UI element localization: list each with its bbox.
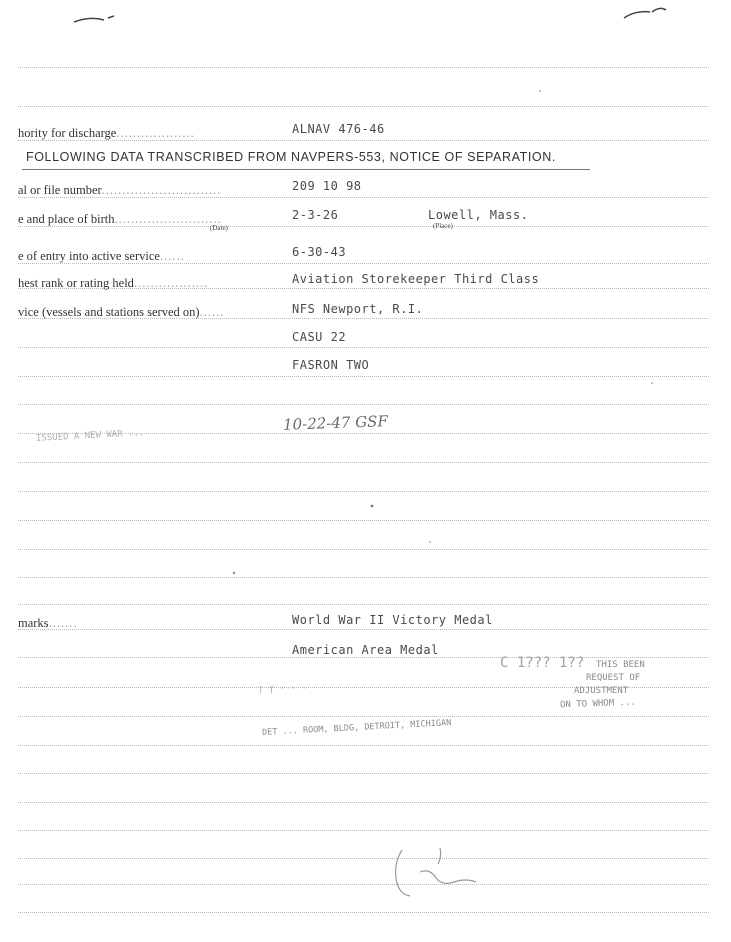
remarks-line-1: World War II Victory Medal: [292, 613, 493, 627]
remarks-label: marks.......: [18, 616, 78, 630]
file-number-label: al or file number.............................: [18, 183, 222, 197]
service-line-3: FASRON TWO: [292, 358, 370, 372]
stamp-line-5: DET ... ROOM, BLDG, DETROIT, MICHIGAN: [261, 718, 452, 738]
stamp-line-2: REQUEST OF: [586, 673, 641, 683]
stamp-line-1: THIS BEEN: [596, 660, 645, 670]
birth-date-value: 2-3-26: [292, 208, 339, 222]
entry-label: e of entry into active service......: [18, 249, 185, 263]
service-line-1: NFS Newport, R.I.: [292, 302, 424, 316]
rank-value: Aviation Storekeeper Third Class: [292, 272, 540, 286]
service-line-2: CASU 22: [292, 330, 347, 344]
faded-issue-stamp: ISSUED A NEW WAR ...: [35, 428, 145, 444]
section-heading: FOLLOWING DATA TRANSCRIBED FROM NAVPERS-553, NOTICE OF SEPARATION.: [26, 150, 556, 164]
rank-label: hest rank or rating held..................: [18, 276, 209, 290]
stamp-fragment: T T ' ' ': [258, 686, 307, 696]
remarks-line-2: American Area Medal: [292, 643, 439, 657]
birth-label: e and place of birth..........................: [18, 212, 222, 226]
handwritten-date: 10-22-47 GSF: [282, 412, 389, 434]
service-label: vice (vessels and stations served on)......: [18, 305, 225, 319]
authority-value: ALNAV 476-46: [292, 122, 385, 136]
date-caption: (Date): [210, 224, 228, 232]
birth-place-value: Lowell, Mass.: [428, 208, 529, 222]
authority-label: hority for discharge...................: [18, 126, 195, 140]
stamp-number: C 1??? 1??: [500, 655, 585, 671]
file-number-value: 209 10 98: [292, 179, 362, 193]
stamp-line-3: ADJUSTMENT: [574, 686, 629, 696]
entry-value: 6-30-43: [292, 245, 347, 259]
stamp-line-4: ON TO WHOM ...: [559, 697, 637, 711]
place-caption: (Place): [433, 222, 453, 230]
